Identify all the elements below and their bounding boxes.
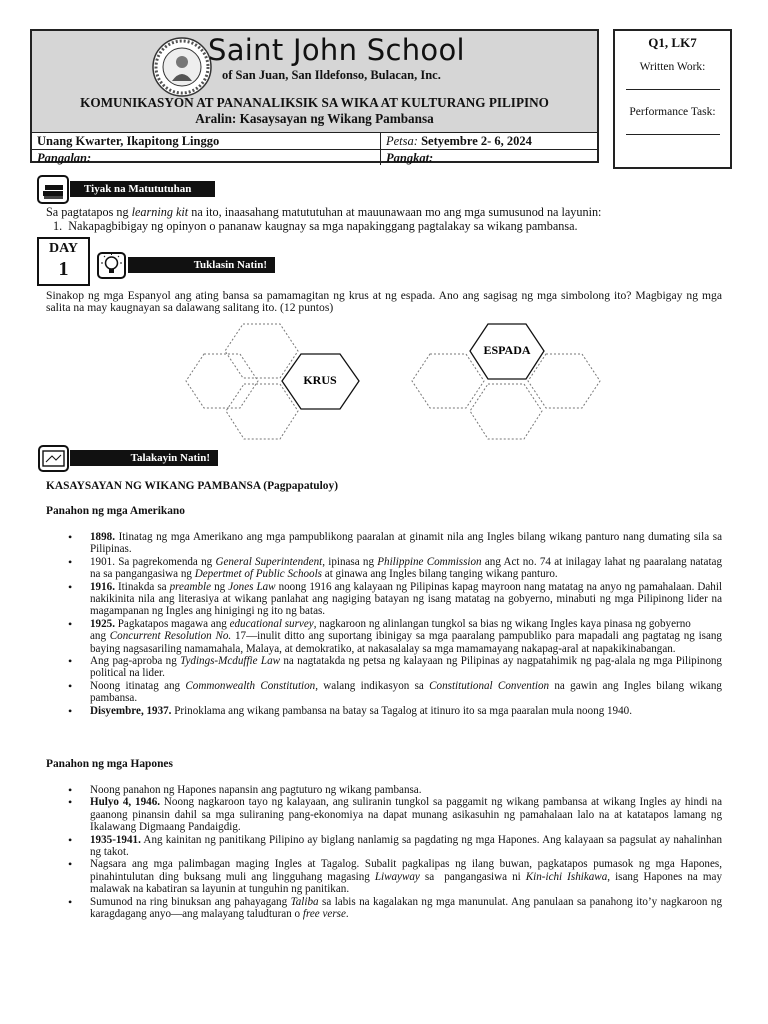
objective-number: 1. [53, 219, 63, 233]
petsa-label: Petsa: [386, 134, 418, 148]
written-work-label: Written Work: [639, 61, 706, 73]
item-date: 1916. [90, 580, 115, 593]
kwarter-text: Unang Kwarter, Ikapitong Linggo [37, 134, 220, 148]
day-box [37, 237, 90, 286]
tiyak-banner: Tiyak na Matututuhan [70, 181, 215, 197]
item-date: 1935-1941. [90, 833, 141, 846]
lightbulb-icon [99, 254, 124, 277]
item-text: Itinatag ng mga Amerikano ang mga pampublikong paaralan at ginamit nila ang Ingles bilang wikang panturo nang dumating sila sa Pilipinas. [90, 531, 722, 556]
item-date: 1925. [90, 617, 115, 630]
lk-code: Q1, LK7 [648, 35, 697, 50]
item-date: Disyembre, 1937. [90, 704, 172, 717]
list-item [46, 581, 722, 618]
item-text: Nagsara ang mga palimbagan maging Ingles at Tagalog. Subalit pagkalipas ng ilang buwan, pagkatapos pumasok ng mga Hapones, pinahintulutan ding buksang muli ang lingguhang magasing Liwayway sa pangangasiwa ni Kin-ichi Ishikawa, isang Hapones na may malawak na kabatiran sa layunin at tunguhin ng panitikan. [90, 858, 722, 896]
list-item [46, 556, 722, 581]
lesson-title: Aralin: Kasaysayan ng Wikang Pambansa [195, 111, 434, 126]
performance-task-line[interactable] [626, 134, 720, 135]
pangalan-label: Pangalan: [37, 151, 92, 165]
objective-item [53, 220, 578, 233]
list-item [46, 784, 722, 796]
kwarter-row [32, 133, 597, 149]
list-item [46, 655, 722, 680]
petsa-field [386, 134, 532, 149]
subject-title: KOMUNIKASYON AT PANANALIKSIK SA WIKA AT KULTURANG PILIPINO [80, 95, 549, 110]
hapones-list [46, 784, 722, 920]
school-address: of San Juan, San Ildefonso, Bulacan, Inc. [222, 68, 441, 82]
espada-hex-blank-left [412, 354, 484, 408]
list-item [46, 531, 722, 556]
list-item [46, 680, 722, 705]
amerikano-list [46, 531, 722, 717]
tuklasin-banner: Tuklasin Natin! [128, 257, 275, 273]
krus-hex-blank-left [186, 354, 258, 408]
header-box [30, 29, 599, 163]
tuklasin-instruction: Sinakop ng mga Espanyol ang ating bansa sa pamamagitan ng krus at ng espada. Ano ang sagisag ng mga simbolong ito? Magbigay ng mga salita na may kaugnayan sa dalawang salitang ito. (12 puntos) [46, 289, 722, 315]
intro-text-a: Sa pagtatapos ng [46, 205, 132, 219]
list-item [46, 796, 722, 833]
item-text: ang Concurrent Resolution No. 17—inulit ditto ang suportang ibinigay sa mga paaralang pampubliko para mapadali ang pagtatag ng isang baying nagsasariling namamahala, Malaya, at demokratiko, at nakasalalay sa mga mamamayang nakapag-aral at napakikinabangan. [90, 630, 722, 655]
item-text: Itinakda sa preamble ng Jones Law noong 1916 ang kalayaan ng Pilipinas kapag mayroon nang matatag na anyo ng pamahalaan. Dahil nakikinita nila ang literasiya at wikang panlahat ang nagiging batayan ng isang matatag na gobyerno, minabuti ng mga Pilipinong lider na magampanan ng Ingles ang hinigingi ng ito ng batas. [90, 580, 723, 618]
item-text: 1901. Sa pagrekomenda ng General Superintendent, ipinasa ng Philippine Commission ang Act no. 74 at inilagay lahat ng paaralang natatag na sa pangangasiwa ng Depertmet of Public Schools at ginawa ang Ingles bilang tanging wikang panturo. [90, 555, 722, 581]
item-text: Noong nagkaroon tayo ng kalayaan, ang suliranin tungkol sa paggamit ng wikang pambansa at wikang Ingles ay hindi na gaanong pinansin dahil sa mga suliraning pang-ekonomiya na dapat munang asikasuhin ng pamahalaan lalo na at katatapos lamang ng Ikalawang Digmaang Pandaigdig. [90, 796, 722, 834]
header-banner [32, 31, 597, 133]
board-icon [40, 447, 67, 470]
item-text: Noong panahon ng Hapones napansin ang pagtuturo ng wikang pambansa. [90, 784, 422, 796]
krus-hex-blank-top [225, 324, 298, 378]
list-item [46, 618, 722, 630]
list-item [46, 834, 722, 859]
talakayin-banner: Talakayin Natin! [70, 450, 218, 466]
day-number: 1 [58, 258, 69, 280]
hex-label-krus: KRUS [303, 373, 337, 387]
item-date: Hulyo 4, 1946. [90, 796, 161, 809]
tuklasin-icon-box [97, 252, 126, 279]
hapones-heading: Panahon ng mga Hapones [46, 758, 173, 770]
item-date: 1898. [90, 531, 115, 543]
list-item [46, 705, 722, 717]
item-text: Noong itinatag ang Commonwealth Constitution, walang indikasyon sa Constitutional Convention na gawin ang Ingles bilang wikang pambansa. [90, 679, 722, 705]
written-work-line[interactable] [626, 89, 720, 90]
hex-label-espada: ESPADA [483, 343, 531, 357]
item-text: Prinoklama ang wikang pambansa na batay sa Tagalog at itinuro ito sa mga paaralan mula noong 1940. [171, 704, 632, 717]
talakayin-icon-box [38, 445, 69, 472]
score-box [613, 29, 732, 169]
espada-hex-blank-right [528, 354, 600, 408]
list-item [46, 858, 722, 895]
school-seal-icon [150, 37, 214, 97]
list-item [46, 896, 722, 921]
petsa-value: Setyembre 2- 6, 2024 [417, 134, 532, 148]
intro-text-b: na ito, inaasahang matututuhan at mauunawaan mo ang mga sumusunod na layunin: [188, 205, 602, 219]
objective-text: Nakapagbibigay ng opinyon o pananaw kaugnay sa mga napakinggang pagtalakay sa wikang pambansa. [68, 219, 578, 233]
amerikano-heading: Panahon ng mga Amerikano [46, 505, 185, 517]
item-text: Sumunod na ring binuksan ang pahayagang Taliba sa labis na kagalakan ng mga manunulat. Ang panulaan sa panahong ito’y nagkaroon ng karagdagang anyo—ang malayang taludturan o free verse. [90, 895, 723, 921]
pangkat-label: Pangkat: [386, 151, 434, 165]
lesson-heading: KASAYSAYAN NG WIKANG PAMBANSA (Pagpapatuloy) [46, 480, 338, 492]
books-icon [39, 177, 67, 202]
column-divider [380, 132, 381, 165]
day-label: DAY [48, 241, 79, 256]
intro-emphasis: learning kit [131, 205, 189, 219]
hexagon-diagram [160, 318, 610, 446]
krus-hex-blank-bottom [226, 384, 298, 439]
item-text: Pagkatapos magawa ang educational survey, nagkaroon ng alinlangan tungkol sa bias ng wikang Ingles kaya pinasa ng gobyerno [114, 617, 691, 630]
list-item-continuation [46, 630, 722, 655]
tiyak-intro [46, 206, 601, 219]
item-text: Ang pag-aproba ng Tydings-Mcduffie Law na nagtatakda ng petsa ng kalayaan ng Pilipinas ay nagpatahimik ng pag-alala ng mga Pilipinong political na lider. [90, 655, 722, 680]
school-name: Saint John School [208, 33, 465, 67]
name-row [32, 150, 597, 166]
performance-task-label: Performance Task: [629, 106, 716, 118]
item-text: Ang kainitan ng panitikang Pilipino ay biglang nanlamig sa pagdating ng mga Hapones. Ang kalayaan sa pagsulat ay nahalinhan ng takot. [90, 833, 722, 859]
espada-hex-blank-bottom [470, 384, 542, 439]
tiyak-icon-box [37, 175, 69, 204]
